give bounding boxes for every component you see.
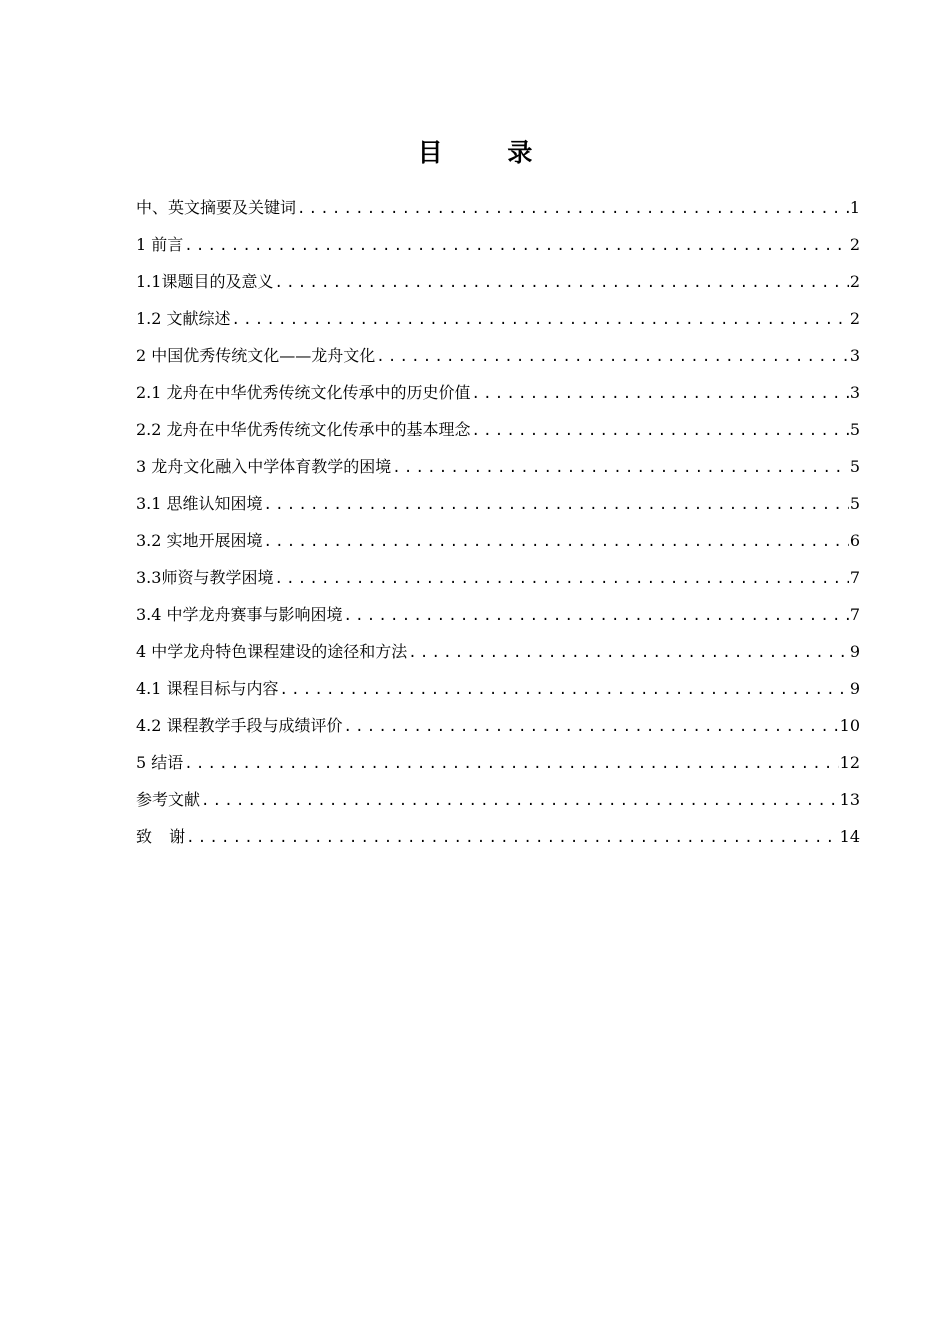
toc-entry-label: 1 前言 (136, 235, 184, 254)
toc-title: 目 录 (417, 138, 561, 167)
toc-entry-page: 7 (849, 568, 860, 587)
toc-entry-page: 7 (849, 605, 860, 624)
toc-entry-label: 2 中国优秀传统文化——龙舟文化 (136, 346, 376, 365)
dot-leader (376, 341, 849, 373)
dot-leader (184, 748, 838, 780)
dot-leader (408, 637, 849, 669)
toc-entry-label: 中、英文摘要及关键词 (136, 198, 297, 217)
dot-leader (392, 452, 849, 484)
toc-entry-page: 5 (849, 420, 860, 439)
toc-entry[interactable] (136, 303, 860, 340)
toc-entry[interactable] (136, 192, 860, 229)
dot-leader (274, 267, 848, 299)
dot-leader (280, 674, 849, 706)
dot-leader (344, 711, 839, 743)
toc-entry[interactable] (136, 636, 860, 673)
toc-entry-label: 致 谢 (136, 827, 186, 846)
toc-entry[interactable] (136, 562, 860, 599)
toc-entry-page: 2 (849, 272, 860, 291)
toc-entry-page: 5 (849, 457, 860, 476)
toc-entry-label: 4.2 课程教学手段与成绩评价 (136, 716, 343, 735)
toc-entry-label: 2.2 龙舟在中华优秀传统文化传承中的基本理念 (136, 420, 471, 439)
dot-leader (297, 193, 849, 225)
toc-entry-page: 10 (839, 716, 860, 735)
toc-entry-page: 12 (839, 753, 860, 772)
toc-entry-label: 2.1 龙舟在中华优秀传统文化传承中的历史价值 (136, 383, 471, 402)
toc-entry[interactable] (136, 414, 860, 451)
toc-entry-page: 3 (849, 383, 860, 402)
toc-entry-label: 3.2 实地开展困境 (136, 531, 263, 550)
dot-leader (184, 230, 849, 262)
toc-entry-label: 1.1课题目的及意义 (136, 272, 274, 291)
toc-entry-page: 9 (849, 679, 860, 698)
toc-entry[interactable] (136, 266, 860, 303)
toc-entry[interactable] (136, 673, 860, 710)
dot-leader (344, 600, 849, 632)
toc-entry[interactable] (136, 821, 860, 858)
dot-leader (264, 489, 849, 521)
table-of-contents (136, 192, 860, 858)
toc-entry-label: 3.3师资与教学困境 (136, 568, 274, 587)
toc-entry[interactable] (136, 488, 860, 525)
toc-entry-page: 1 (849, 198, 860, 217)
toc-entry-label: 5 结语 (136, 753, 184, 772)
toc-entry[interactable] (136, 710, 860, 747)
toc-entry[interactable] (136, 599, 860, 636)
dot-leader (186, 822, 839, 854)
toc-entry-label: 3 龙舟文化融入中学体育教学的困境 (136, 457, 392, 476)
toc-entry[interactable] (136, 784, 860, 821)
toc-entry-page: 14 (839, 827, 860, 846)
toc-entry[interactable] (136, 525, 860, 562)
toc-entry-label: 1.2 文献综述 (136, 309, 231, 328)
toc-entry-page: 6 (849, 531, 860, 550)
toc-entry[interactable] (136, 340, 860, 377)
toc-entry-page: 13 (839, 790, 860, 809)
dot-leader (472, 415, 849, 447)
toc-entry[interactable] (136, 451, 860, 488)
toc-entry-page: 9 (849, 642, 860, 661)
dot-leader (264, 526, 849, 558)
toc-entry-label: 4.1 课程目标与内容 (136, 679, 279, 698)
toc-entry-page: 2 (849, 309, 860, 328)
toc-entry-page: 3 (849, 346, 860, 365)
dot-leader (274, 563, 848, 595)
toc-entry-label: 4 中学龙舟特色课程建设的途径和方法 (136, 642, 408, 661)
toc-entry[interactable] (136, 377, 860, 414)
toc-entry-label: 3.4 中学龙舟赛事与影响困境 (136, 605, 343, 624)
toc-entry-page: 2 (849, 235, 860, 254)
dot-leader (201, 785, 839, 817)
dot-leader (232, 304, 849, 336)
toc-entry-page: 5 (849, 494, 860, 513)
toc-entry-label: 3.1 思维认知困境 (136, 494, 263, 513)
dot-leader (472, 378, 849, 410)
toc-entry-label: 参考文献 (136, 790, 201, 809)
toc-entry[interactable] (136, 229, 860, 266)
toc-entry[interactable] (136, 747, 860, 784)
